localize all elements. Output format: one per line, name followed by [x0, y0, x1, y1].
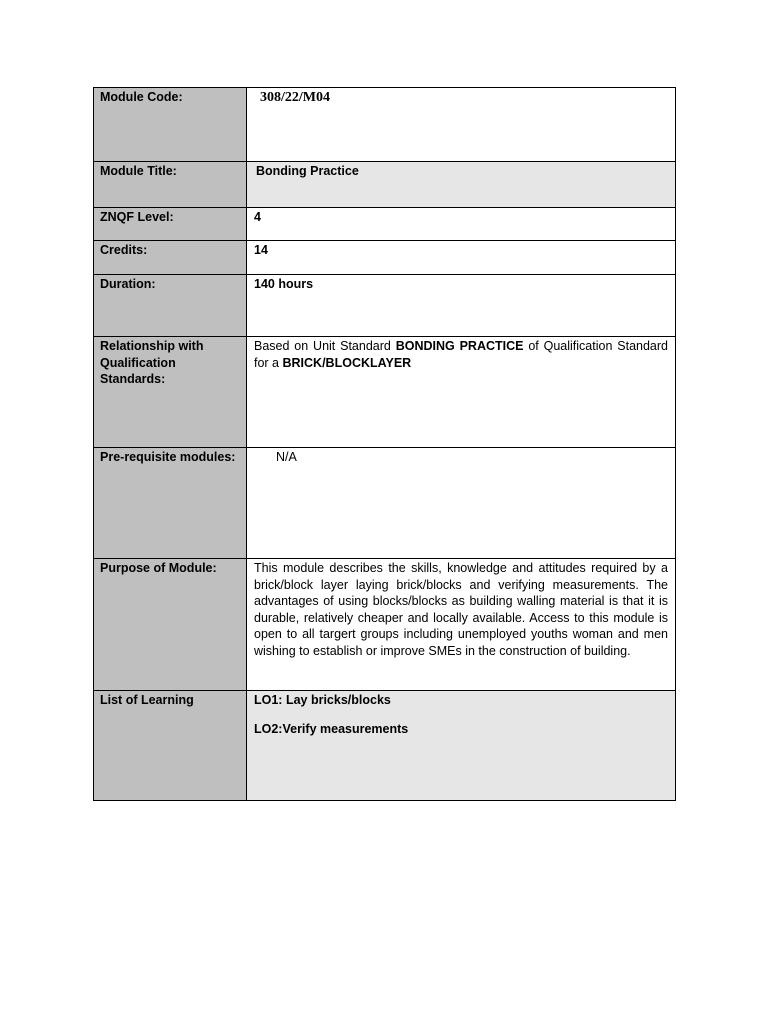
row-credits	[94, 241, 676, 275]
module-title-value: Bonding Practice	[256, 164, 359, 178]
credits-label-cell	[94, 241, 247, 275]
duration-value-cell	[247, 275, 676, 337]
relationship-text-1: Based on Unit Standard	[254, 339, 396, 353]
row-znqf-level	[94, 208, 676, 241]
relationship-label: Relationship with Qualification Standards:	[100, 339, 204, 386]
credits-label: Credits:	[100, 243, 148, 257]
duration-value: 140 hours	[254, 277, 314, 291]
module-descriptor-table	[93, 87, 676, 801]
relationship-label-cell	[94, 337, 247, 448]
prereq-value-cell	[247, 448, 676, 559]
relationship-trade-name: BRICK/BLOCKLAYER	[282, 355, 412, 370]
module-title-label: Module Title:	[100, 164, 177, 178]
module-title-value-cell	[247, 162, 676, 208]
purpose-value-cell	[247, 559, 676, 691]
relationship-standard-name: BONDING PRACTICE	[395, 339, 524, 353]
learning-label-cell	[94, 691, 247, 801]
purpose-label-cell	[94, 559, 247, 691]
learning-outcome-item: LO2:Verify measurements	[254, 721, 409, 736]
row-prerequisites	[94, 448, 676, 559]
purpose-value: This module describes the skills, knowledge and attitudes required by a brick/block layer laying brick/blocks and verifying measurements. The advantages of using blocks/blocks as building walling material is that it is durable, relatively cheaper and locally available. Access to this module is open to all targert groups including unemployed youths woman and men wishing to establish or improve SMEs in the construction of building.	[254, 561, 668, 658]
row-relationship	[94, 337, 676, 448]
relationship-text-2: of Qualification Standard for a	[254, 339, 668, 370]
row-module-title	[94, 162, 676, 208]
znqf-level-value: 4	[254, 210, 261, 224]
znqf-level-label: ZNQF Level:	[100, 210, 174, 224]
relationship-value	[247, 337, 675, 371]
duration-label-cell	[94, 275, 247, 337]
module-title-label-cell	[94, 162, 247, 208]
duration-label: Duration:	[100, 277, 156, 291]
row-duration	[94, 275, 676, 337]
module-code-label: Module Code:	[100, 90, 183, 104]
learning-value-cell	[247, 691, 676, 801]
row-module-code	[94, 88, 676, 162]
purpose-label: Purpose of Module:	[100, 561, 217, 575]
prereq-label: Pre-requisite modules:	[100, 450, 236, 464]
prereq-label-cell	[94, 448, 247, 559]
learning-outcome-spacer	[254, 709, 668, 721]
module-code-value-cell	[247, 88, 676, 162]
credits-value-cell	[247, 241, 676, 275]
prereq-value: N/A	[276, 450, 297, 464]
row-learning-outcomes	[94, 691, 676, 801]
znqf-level-label-cell	[94, 208, 247, 241]
learning-outcome-item: LO1: Lay bricks/blocks	[254, 693, 391, 707]
row-purpose	[94, 559, 676, 691]
module-code-value: 308/22/M04	[260, 90, 330, 105]
credits-value: 14	[254, 243, 268, 257]
module-code-label-cell	[94, 88, 247, 162]
learning-label: List of Learning	[100, 693, 194, 707]
znqf-level-value-cell	[247, 208, 676, 241]
relationship-value-cell	[247, 337, 676, 448]
